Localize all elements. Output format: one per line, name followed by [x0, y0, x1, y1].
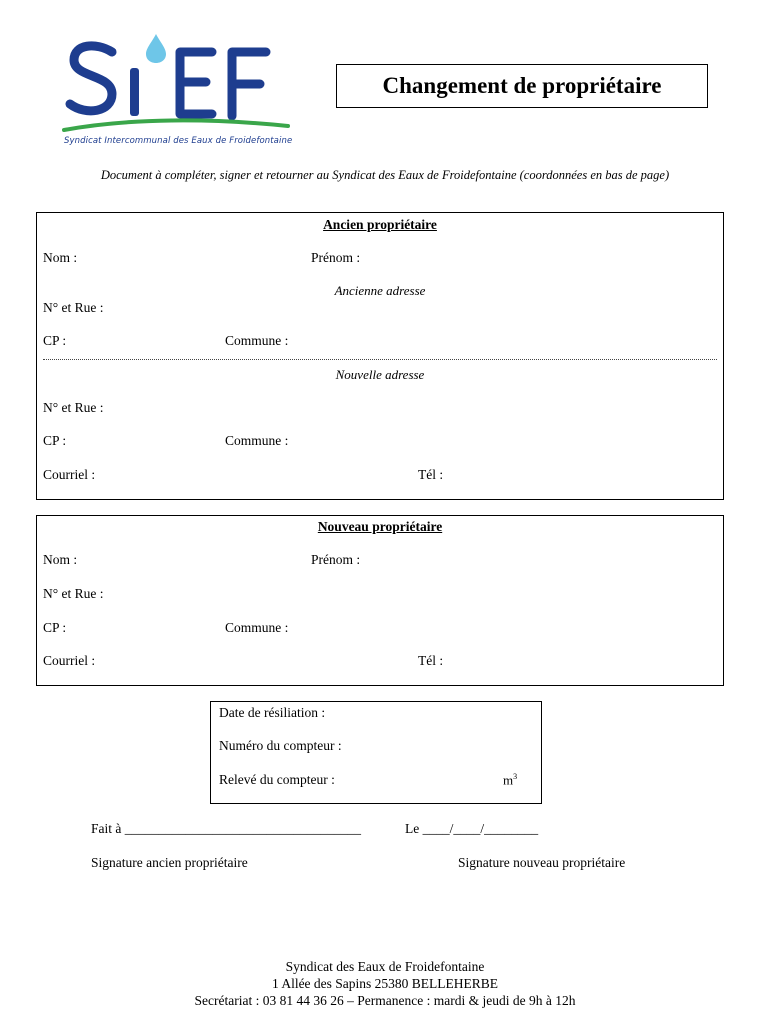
- ancienne-adresse-heading: Ancienne adresse: [334, 283, 426, 298]
- nouveau-courriel-field[interactable]: Courriel :: [43, 653, 96, 668]
- ancien-commune-field[interactable]: Commune :: [225, 333, 289, 348]
- cubic-meter-unit: [503, 772, 517, 788]
- fait-a-line[interactable]: Fait à ___________________________________: [91, 821, 361, 836]
- page-title: Changement de propriétaire: [336, 64, 708, 108]
- sief-logo: [60, 30, 295, 155]
- date-resiliation-field[interactable]: Date de résiliation :: [219, 705, 326, 720]
- ancien-prenom-field[interactable]: Prénom :: [311, 250, 361, 265]
- footer-line-3: Secrétariat : 03 81 44 36 26 – Permanence : mardi & jeudi de 9h à 12h: [194, 993, 576, 1008]
- logo-subtitle: Syndicat Intercommunal des Eaux de Froidefontaine: [64, 136, 293, 146]
- ancien-nouvelle-commune-field[interactable]: Commune :: [225, 433, 289, 448]
- nouveau-rue-field[interactable]: N° et Rue :: [43, 586, 104, 601]
- nouvelle-adresse-heading: Nouvelle adresse: [335, 367, 425, 382]
- date-line[interactable]: Le ____/____/________: [405, 821, 539, 836]
- sief-logo-graphic: [60, 30, 295, 140]
- ancien-heading: Ancien propriétaire: [323, 217, 437, 232]
- ancien-proprietaire-section: [36, 212, 724, 500]
- footer-line-2: 1 Allée des Sapins 25380 BELLEHERBE: [271, 976, 499, 991]
- unit-m: m: [503, 772, 514, 788]
- address-divider: [43, 359, 717, 360]
- ancien-nouvelle-rue-field[interactable]: N° et Rue :: [43, 400, 104, 415]
- nouveau-prenom-field[interactable]: Prénom :: [311, 552, 361, 567]
- releve-compteur-field[interactable]: Relevé du compteur :: [219, 772, 335, 787]
- nouveau-nom-field[interactable]: Nom :: [43, 552, 78, 567]
- compteur-box: [210, 701, 542, 804]
- nouveau-heading: Nouveau propriétaire: [317, 519, 443, 534]
- unit-exponent: 3: [513, 772, 518, 781]
- nouveau-commune-field[interactable]: Commune :: [225, 620, 289, 635]
- intro-text: Document à compléter, signer et retourner au Syndicat des Eaux de Froidefontaine (coordonnées en bas de page): [100, 168, 670, 182]
- footer-line-1: Syndicat des Eaux de Froidefontaine: [285, 959, 485, 974]
- ancien-cp-field[interactable]: CP :: [43, 333, 67, 348]
- ancien-nouvelle-cp-field[interactable]: CP :: [43, 433, 67, 448]
- signature-ancien-label: Signature ancien propriétaire: [91, 855, 248, 870]
- nouveau-tel-field[interactable]: Tél :: [418, 653, 444, 668]
- ancien-tel-field[interactable]: Tél :: [418, 467, 444, 482]
- ancien-courriel-field[interactable]: Courriel :: [43, 467, 96, 482]
- ancien-nom-field[interactable]: Nom :: [43, 250, 78, 265]
- numero-compteur-field[interactable]: Numéro du compteur :: [219, 738, 342, 753]
- nouveau-proprietaire-section: [36, 515, 724, 686]
- ancien-rue-field[interactable]: N° et Rue :: [43, 300, 104, 315]
- signature-nouveau-label: Signature nouveau propriétaire: [458, 855, 626, 870]
- footer: [80, 958, 690, 1009]
- nouveau-cp-field[interactable]: CP :: [43, 620, 67, 635]
